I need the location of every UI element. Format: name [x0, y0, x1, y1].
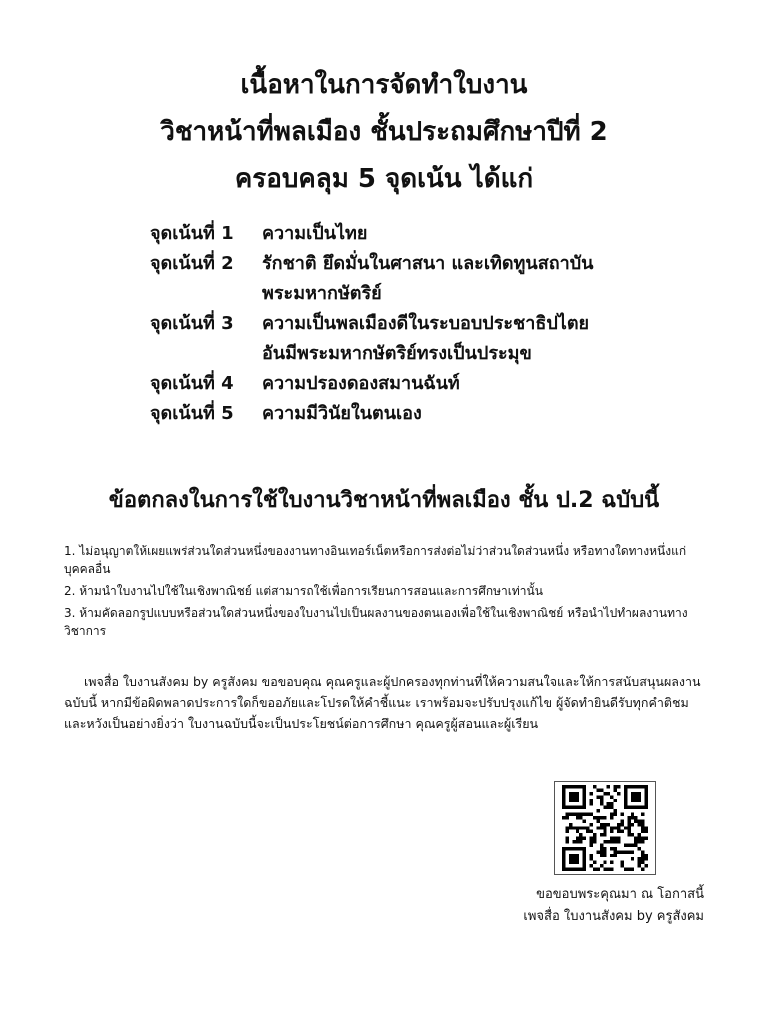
focus-point-label: จุดเน้นที่ 4 — [150, 373, 234, 394]
focus-point-label: จุดเน้นที่ 5 — [150, 403, 234, 424]
focus-point-1 — [150, 219, 710, 249]
qr-code-frame — [554, 781, 656, 875]
thanks-paragraph: เพจสื่อ ใบงานสังคม by ครูสังคม ขอขอบคุณ คุณครูและผู้ปกครองทุกท่านที่ให้ความสนใจและให้การสนับสนุนผลงานฉบับนี้ หากมีข้อผิดพลาดประการใดก็ขออภัยและโปรดให้คำชี้แนะ เราพร้อมจะปรับปรุงแก้ไข ผู้จัดทำยินดีรับทุกคำติชม และหวังเป็นอย่างยิ่งว่า ใบงานฉบับนี้จะเป็นประโยชน์ต่อการศึกษา คุณครูผู้สอนและผู้เรียน — [64, 673, 701, 731]
focus-point-text: ความเป็นพลเมืองดีในระบอบประชาธิปไตย — [262, 313, 590, 334]
focus-point-label: จุดเน้นที่ 2 — [150, 253, 234, 274]
term-item: 2. ห้ามนำใบงานไปใช้ในเชิงพาณิชย์ แต่สามารถใช้เพื่อการเรียนการสอนและการศึกษาเท่านั้น — [64, 584, 543, 598]
focus-point-3 — [150, 309, 710, 369]
signoff-line-1: ขอขอบพระคุณมา ณ โอกาสนี้ — [536, 887, 704, 902]
title-line-1: เนื้อหาในการจัดทำใบงาน — [240, 70, 528, 100]
focus-point-5 — [150, 399, 710, 429]
term-item: 3. ห้ามคัดลอกรูปแบบหรือส่วนใดส่วนหนึ่งของใบงานไปเป็นผลงานของตนเองเพื่อใช้ในเชิงพาณิชย์ หรือนำไปทำผลงานทางวิชาการ — [64, 606, 688, 638]
title-line-2: วิชาหน้าที่พลเมือง ชั้นประถมศึกษาปีที่ 2 — [160, 117, 608, 147]
term-item: 1. ไม่อนุญาตให้เผยแพร่ส่วนใดส่วนหนึ่งของงานทางอินเทอร์เน็ตหรือการส่งต่อไม่ว่าส่วนใดส่วนหนึ่ง หรือทางใดทางหนึ่งแก่บุคคลอื่น — [64, 544, 687, 576]
focus-points-list — [150, 219, 710, 429]
focus-point-text: รักชาติ ยึดมั่นในศาสนา และเทิดทูนสถาบัน — [262, 253, 594, 274]
focus-point-text: ความเป็นไทย — [262, 223, 368, 244]
focus-point-2 — [150, 249, 710, 309]
focus-point-label: จุดเน้นที่ 1 — [150, 223, 234, 244]
focus-point-text: พระมหากษัตริย์ — [262, 283, 382, 304]
title-line-3: ครอบคลุม 5 จุดเน้น ได้แก่ — [234, 164, 534, 194]
focus-point-label: จุดเน้นที่ 3 — [150, 313, 234, 334]
focus-point-text: ความปรองดองสมานฉันท์ — [262, 373, 460, 394]
focus-point-4 — [150, 369, 710, 399]
focus-point-text: ความมีวินัยในตนเอง — [262, 403, 422, 424]
qr-code-icon — [562, 785, 648, 871]
title-block — [40, 62, 728, 203]
agreement-heading: ข้อตกลงในการใช้ใบงานวิชาหน้าที่พลเมือง ชั้น ป.2 ฉบับนี้ — [108, 488, 660, 513]
signoff — [523, 884, 704, 928]
signoff-line-2: เพจสื่อ ใบงานสังคม by ครูสังคม — [523, 909, 704, 924]
terms-list — [64, 542, 710, 644]
focus-point-text: อันมีพระมหากษัตริย์ทรงเป็นประมุข — [262, 343, 532, 364]
